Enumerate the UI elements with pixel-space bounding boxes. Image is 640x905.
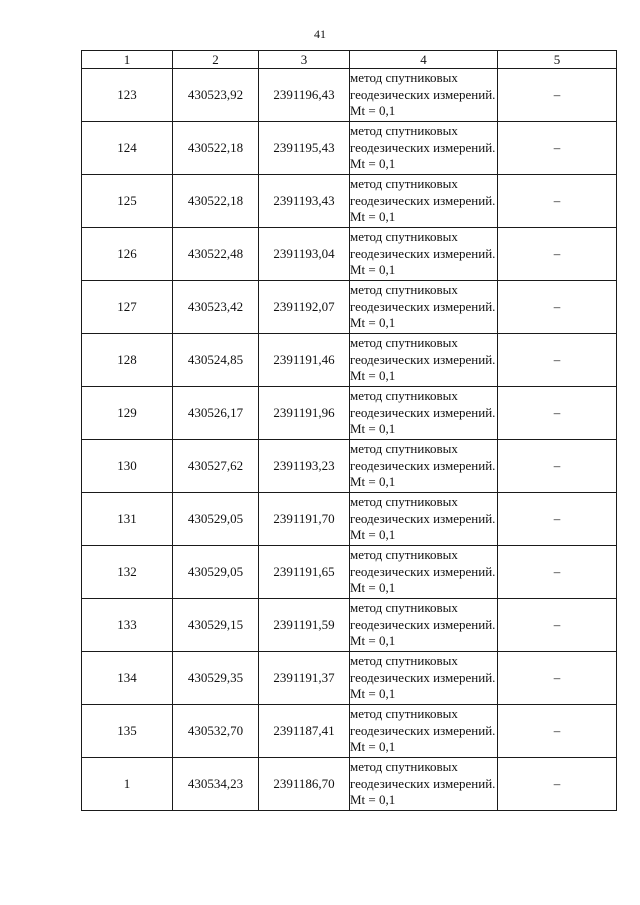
y-coordinate-cell: 2391196,43	[259, 69, 350, 122]
table-row	[82, 122, 617, 175]
x-coordinate-cell: 430527,62	[173, 440, 259, 493]
table-body	[82, 69, 617, 811]
y-coordinate-cell: 2391191,59	[259, 599, 350, 652]
method-cell: метод спутниковых геодезических измерений. Mt = 0,1	[350, 387, 498, 440]
point-number-cell: 123	[82, 69, 173, 122]
table-row	[82, 493, 617, 546]
table-row	[82, 758, 617, 811]
point-number-cell: 127	[82, 281, 173, 334]
note-cell: –	[498, 387, 617, 440]
note-cell: –	[498, 281, 617, 334]
x-coordinate-cell: 430526,17	[173, 387, 259, 440]
point-number-cell: 135	[82, 705, 173, 758]
note-cell: –	[498, 122, 617, 175]
y-coordinate-cell: 2391187,41	[259, 705, 350, 758]
x-coordinate-cell: 430523,42	[173, 281, 259, 334]
table-row	[82, 69, 617, 122]
y-coordinate-cell: 2391191,46	[259, 334, 350, 387]
table-row	[82, 175, 617, 228]
x-coordinate-cell: 430522,18	[173, 122, 259, 175]
column-header: 3	[259, 51, 350, 69]
y-coordinate-cell: 2391193,43	[259, 175, 350, 228]
method-cell: метод спутниковых геодезических измерений. Mt = 0,1	[350, 334, 498, 387]
table-row	[82, 599, 617, 652]
method-cell: метод спутниковых геодезических измерений. Mt = 0,1	[350, 122, 498, 175]
note-cell: –	[498, 546, 617, 599]
x-coordinate-cell: 430529,35	[173, 652, 259, 705]
table-row	[82, 652, 617, 705]
method-cell: метод спутниковых геодезических измерений. Mt = 0,1	[350, 652, 498, 705]
note-cell: –	[498, 175, 617, 228]
y-coordinate-cell: 2391191,70	[259, 493, 350, 546]
table-row	[82, 387, 617, 440]
method-cell: метод спутниковых геодезических измерений. Mt = 0,1	[350, 440, 498, 493]
note-cell: –	[498, 69, 617, 122]
x-coordinate-cell: 430532,70	[173, 705, 259, 758]
point-number-cell: 126	[82, 228, 173, 281]
column-header: 2	[173, 51, 259, 69]
table-row	[82, 440, 617, 493]
table-header-row	[82, 51, 617, 69]
y-coordinate-cell: 2391191,65	[259, 546, 350, 599]
table-row	[82, 334, 617, 387]
note-cell: –	[498, 705, 617, 758]
x-coordinate-cell: 430523,92	[173, 69, 259, 122]
note-cell: –	[498, 758, 617, 811]
note-cell: –	[498, 652, 617, 705]
point-number-cell: 125	[82, 175, 173, 228]
y-coordinate-cell: 2391195,43	[259, 122, 350, 175]
y-coordinate-cell: 2391191,96	[259, 387, 350, 440]
y-coordinate-cell: 2391191,37	[259, 652, 350, 705]
point-number-cell: 134	[82, 652, 173, 705]
page-number: 41	[314, 27, 326, 41]
coordinates-table	[81, 50, 617, 811]
x-coordinate-cell: 430529,15	[173, 599, 259, 652]
x-coordinate-cell: 430529,05	[173, 493, 259, 546]
table-row	[82, 281, 617, 334]
method-cell: метод спутниковых геодезических измерений. Mt = 0,1	[350, 758, 498, 811]
column-header: 4	[350, 51, 498, 69]
point-number-cell: 1	[82, 758, 173, 811]
x-coordinate-cell: 430522,18	[173, 175, 259, 228]
method-cell: метод спутниковых геодезических измерений. Mt = 0,1	[350, 281, 498, 334]
method-cell: метод спутниковых геодезических измерений. Mt = 0,1	[350, 546, 498, 599]
note-cell: –	[498, 228, 617, 281]
note-cell: –	[498, 599, 617, 652]
column-header: 1	[82, 51, 173, 69]
y-coordinate-cell: 2391193,04	[259, 228, 350, 281]
point-number-cell: 129	[82, 387, 173, 440]
note-cell: –	[498, 334, 617, 387]
x-coordinate-cell: 430529,05	[173, 546, 259, 599]
table-row	[82, 228, 617, 281]
y-coordinate-cell: 2391192,07	[259, 281, 350, 334]
method-cell: метод спутниковых геодезических измерений. Mt = 0,1	[350, 705, 498, 758]
method-cell: метод спутниковых геодезических измерений. Mt = 0,1	[350, 69, 498, 122]
x-coordinate-cell: 430534,23	[173, 758, 259, 811]
point-number-cell: 124	[82, 122, 173, 175]
method-cell: метод спутниковых геодезических измерений. Mt = 0,1	[350, 493, 498, 546]
x-coordinate-cell: 430522,48	[173, 228, 259, 281]
point-number-cell: 133	[82, 599, 173, 652]
point-number-cell: 128	[82, 334, 173, 387]
point-number-cell: 130	[82, 440, 173, 493]
y-coordinate-cell: 2391193,23	[259, 440, 350, 493]
method-cell: метод спутниковых геодезических измерений. Mt = 0,1	[350, 228, 498, 281]
column-header: 5	[498, 51, 617, 69]
note-cell: –	[498, 493, 617, 546]
point-number-cell: 131	[82, 493, 173, 546]
x-coordinate-cell: 430524,85	[173, 334, 259, 387]
method-cell: метод спутниковых геодезических измерений. Mt = 0,1	[350, 175, 498, 228]
table-row	[82, 705, 617, 758]
method-cell: метод спутниковых геодезических измерений. Mt = 0,1	[350, 599, 498, 652]
point-number-cell: 132	[82, 546, 173, 599]
note-cell: –	[498, 440, 617, 493]
y-coordinate-cell: 2391186,70	[259, 758, 350, 811]
table-row	[82, 546, 617, 599]
